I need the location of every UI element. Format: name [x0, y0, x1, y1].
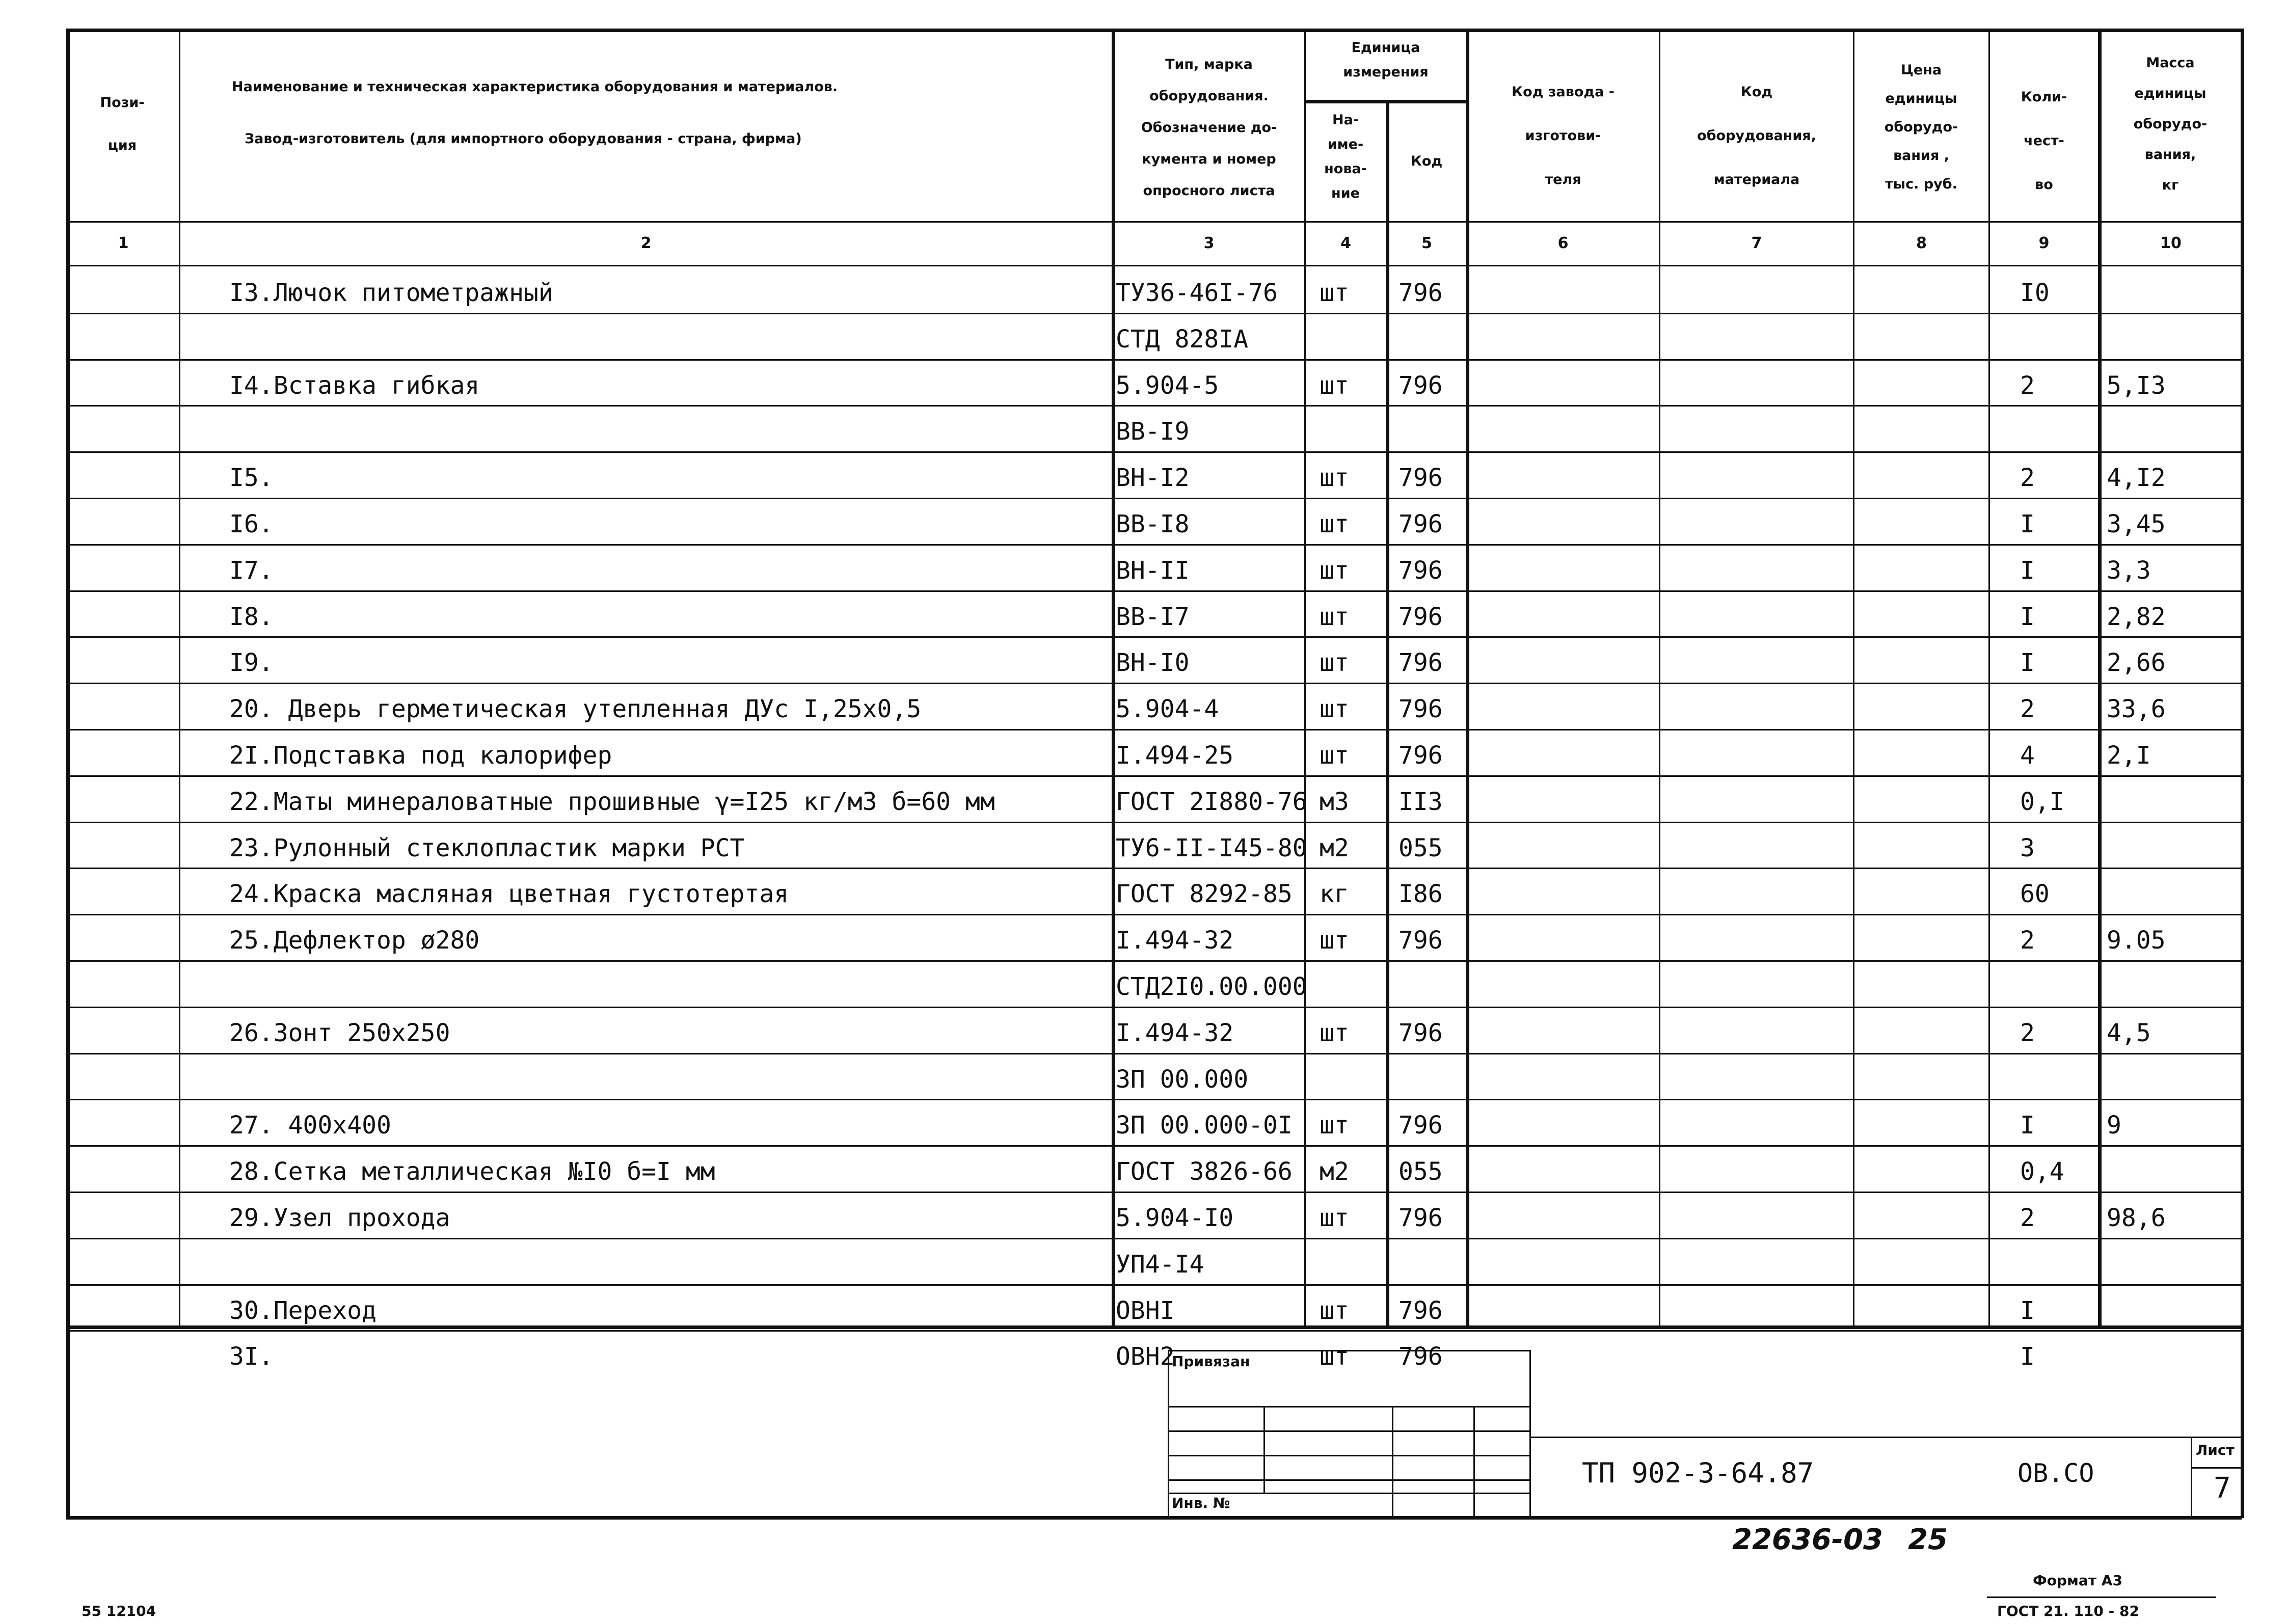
row-unit: м3: [1320, 787, 1349, 816]
stamp-privyazan: Привязан: [1172, 1353, 1250, 1370]
row-unit-code: 796: [1398, 648, 1443, 678]
row-document: 5.904-I0: [1116, 1204, 1234, 1232]
row-quantity: I: [2020, 1111, 2035, 1140]
row-document: СТД2I0.00.000: [1116, 972, 1307, 1001]
row-divider: [66, 405, 2242, 407]
row-document: ГОСТ 3826-66: [1116, 1157, 1293, 1186]
row-document: ВН-I0: [1116, 648, 1190, 678]
row-document: ТУ36-46I-76: [1116, 279, 1278, 307]
row-document: 5.904-4: [1116, 695, 1219, 724]
header-mass: Масса единицы оборудо- вания, кг: [2133, 55, 2208, 193]
row-unit: шт: [1320, 741, 1349, 770]
row-unit: шт: [1320, 510, 1349, 538]
row-unit: кг: [1320, 880, 1349, 909]
row-document: ГОСТ 8292-85: [1116, 880, 1293, 909]
row-divider: [66, 1192, 2242, 1193]
row-unit-code: 796: [1398, 556, 1443, 585]
row-divider: [66, 544, 2242, 546]
row-name: 25.Дефлектор ø280: [229, 926, 480, 955]
row-unit: шт: [1320, 1204, 1349, 1232]
row-unit: шт: [1320, 1342, 1349, 1371]
row-unit-code: 796: [1398, 926, 1443, 955]
row-name: 23.Рулонный стеклопластик марки РСТ: [229, 833, 745, 862]
stamp-inv-no: Инв. №: [1172, 1495, 1230, 1511]
row-document: УП4-I4: [1116, 1250, 1204, 1279]
archive-page: 25: [1908, 1523, 1948, 1556]
row-mass: 98,6: [2107, 1204, 2166, 1232]
row-divider: [66, 313, 2242, 314]
row-divider: [66, 1145, 2242, 1147]
row-divider: [66, 1330, 2242, 1332]
row-unit-code: I86: [1398, 880, 1443, 909]
header-maker-code: Код завода - изготови- теля: [1512, 84, 1615, 187]
row-quantity: 3: [2020, 833, 2035, 862]
row-unit-code: 796: [1398, 602, 1443, 631]
row-quantity: I: [2020, 648, 2035, 678]
row-document: ОВНI: [1116, 1296, 1175, 1325]
row-unit: шт: [1320, 1111, 1349, 1140]
row-quantity: I: [2020, 602, 2035, 631]
row-name: 3I.: [229, 1342, 274, 1371]
row-unit-code: 796: [1398, 1296, 1443, 1325]
row-unit: шт: [1320, 695, 1349, 724]
row-document: ВВ-I9: [1116, 417, 1190, 446]
format-label: Формат А3: [2033, 1572, 2122, 1589]
header-position: Пози- ция: [100, 95, 145, 153]
header-unit-code: Код: [1410, 153, 1443, 169]
column-number-3: 3: [1203, 234, 1215, 252]
row-divider: [66, 822, 2242, 823]
row-unit-code: 796: [1398, 1018, 1443, 1047]
row-divider: [66, 1099, 2242, 1100]
row-document: ВВ-I8: [1116, 510, 1190, 538]
row-mass: 4,5: [2107, 1018, 2151, 1047]
row-unit-code: 796: [1398, 510, 1443, 538]
row-quantity: 2: [2020, 1204, 2035, 1232]
row-name: 30.Переход: [229, 1296, 376, 1325]
row-divider: [66, 960, 2242, 962]
header-equipment-code: Код оборудования, материала: [1697, 84, 1816, 187]
row-name: 28.Сетка металлическая №I0 б=I мм: [229, 1157, 715, 1186]
row-name: 26.Зонт 250x250: [229, 1018, 450, 1047]
row-unit-code: 796: [1398, 741, 1443, 770]
column-number-6: 6: [1557, 234, 1569, 252]
row-mass: 2,66: [2107, 648, 2166, 678]
row-unit: м2: [1320, 833, 1349, 862]
column-number-4: 4: [1340, 234, 1351, 252]
row-name: 20. Дверь герметическая утепленная ДУс I,25x0,5: [229, 695, 922, 724]
row-document: ВН-II: [1116, 556, 1190, 585]
row-document: ГОСТ 2I880-76: [1116, 787, 1307, 816]
row-unit-code: 796: [1398, 279, 1443, 307]
footer-rule: [1987, 1596, 2216, 1598]
header-unit-price: Цена единицы оборудо- вания , тыс. руб.: [1884, 62, 1958, 192]
row-divider: [66, 1284, 2242, 1286]
header-name-line2: Завод-изготовитель (для импортного оборудования - страна, фирма): [245, 131, 802, 147]
row-divider: [66, 359, 2242, 361]
row-quantity: 2: [2020, 464, 2035, 493]
row-unit-code: 055: [1398, 833, 1443, 862]
row-document: ЗП 00.000-0I: [1116, 1111, 1293, 1140]
row-name: I8.: [229, 602, 274, 631]
stamp-sheet-number: 7: [2214, 1472, 2231, 1505]
row-divider: [66, 451, 2242, 453]
row-name: I3.Лючок питометражный: [229, 279, 553, 307]
row-quantity: 2: [2020, 371, 2035, 400]
row-mass: 4,I2: [2107, 464, 2166, 493]
row-divider: [66, 1238, 2242, 1239]
stamp-designation: ТП 902-3-64.87: [1582, 1457, 1814, 1489]
row-mass: 9.05: [2107, 926, 2166, 955]
row-mass: 3,45: [2107, 510, 2166, 538]
row-document: СТД 828IА: [1116, 324, 1249, 354]
row-quantity: 4: [2020, 741, 2035, 770]
row-unit-code: 796: [1398, 1204, 1443, 1232]
row-mass: 5,I3: [2107, 371, 2166, 400]
row-unit: шт: [1320, 1018, 1349, 1047]
column-number-8: 8: [1916, 234, 1927, 252]
row-name: 27. 400x400: [229, 1111, 391, 1140]
row-divider: [66, 1007, 2242, 1008]
row-unit-code: 055: [1398, 1157, 1443, 1186]
gost-standard: ГОСТ 21. 110 - 82: [1997, 1603, 2139, 1619]
row-unit: шт: [1320, 556, 1349, 585]
row-name: I5.: [229, 464, 274, 493]
row-name: 24.Краска масляная цветная густотертая: [229, 880, 789, 909]
row-document: ОВН2: [1116, 1342, 1175, 1371]
row-quantity: 2: [2020, 695, 2035, 724]
row-document: 5.904-5: [1116, 371, 1219, 400]
row-unit-code: 796: [1398, 464, 1443, 493]
row-divider: [66, 1053, 2242, 1054]
row-document: I.494-32: [1116, 1018, 1234, 1047]
header-unit-group: Единица измерения: [1343, 40, 1429, 80]
stamp-section: ОВ.СО: [2017, 1458, 2094, 1488]
row-divider: [66, 868, 2242, 869]
row-quantity: 60: [2020, 880, 2050, 909]
row-document: ВВ-I7: [1116, 602, 1190, 631]
column-number-7: 7: [1751, 234, 1762, 252]
header-quantity: Коли- чест- во: [2021, 89, 2067, 193]
row-quantity: I: [2020, 510, 2035, 538]
column-number-9: 9: [2038, 234, 2050, 252]
row-divider: [66, 914, 2242, 915]
row-quantity: I: [2020, 1296, 2035, 1325]
column-number-10: 10: [2160, 234, 2182, 252]
row-document: ВН-I2: [1116, 464, 1190, 493]
row-divider: [66, 775, 2242, 777]
left-code: 55 12104: [82, 1603, 156, 1619]
row-document: I.494-32: [1116, 926, 1234, 955]
row-unit: шт: [1320, 1296, 1349, 1325]
column-number-2: 2: [640, 234, 652, 252]
row-quantity: I: [2020, 556, 2035, 585]
row-name: 22.Маты минераловатные прошивные γ=I25 кг/м3 б=60 мм: [229, 787, 995, 816]
header-type-doc: Тип, марка оборудования. Обозначение до- кумента и номер опросного листа: [1141, 57, 1277, 199]
row-mass: 9: [2107, 1111, 2121, 1140]
row-name: 2I.Подставка под калорифер: [229, 741, 612, 770]
row-unit: шт: [1320, 926, 1349, 955]
row-name: I7.: [229, 556, 274, 585]
row-unit: шт: [1320, 648, 1349, 678]
row-unit-code: 796: [1398, 1111, 1443, 1140]
row-unit-code: 796: [1398, 1342, 1443, 1371]
header-unit-name: На- име- нова- ние: [1324, 112, 1367, 201]
archive-number: 22636-03: [1732, 1523, 1883, 1556]
column-number-1: 1: [118, 234, 129, 252]
row-unit: шт: [1320, 279, 1349, 307]
row-name: I6.: [229, 510, 274, 538]
row-mass: 3,3: [2107, 556, 2151, 585]
stamp-sheet-label: Лист: [2196, 1442, 2235, 1458]
row-unit: шт: [1320, 464, 1349, 493]
row-divider: [66, 729, 2242, 730]
row-mass: 2,I: [2107, 741, 2151, 770]
row-mass: 33,6: [2107, 695, 2166, 724]
row-unit-code: 796: [1398, 371, 1443, 400]
row-quantity: I: [2020, 1342, 2035, 1371]
row-quantity: 2: [2020, 1018, 2035, 1047]
header-name-line1: Наименование и техническая характеристика оборудования и материалов.: [232, 79, 838, 95]
row-unit: шт: [1320, 602, 1349, 631]
row-unit: м2: [1320, 1157, 1349, 1186]
row-quantity: 2: [2020, 926, 2035, 955]
row-document: I.494-25: [1116, 741, 1234, 770]
row-name: I4.Вставка гибкая: [229, 371, 480, 400]
row-divider: [66, 683, 2242, 684]
row-quantity: 0,4: [2020, 1157, 2064, 1186]
row-document: ЗП 00.000: [1116, 1065, 1249, 1094]
row-name: I9.: [229, 648, 274, 678]
row-divider: [66, 590, 2242, 592]
row-mass: 2,82: [2107, 602, 2166, 631]
row-unit-code: 796: [1398, 695, 1443, 724]
column-number-5: 5: [1421, 234, 1432, 252]
row-unit: шт: [1320, 371, 1349, 400]
row-document: ТУ6-II-I45-80: [1116, 833, 1307, 862]
row-unit-code: II3: [1398, 787, 1443, 816]
row-quantity: I0: [2020, 279, 2050, 307]
row-quantity: 0,I: [2020, 787, 2064, 816]
row-divider: [66, 498, 2242, 499]
row-divider: [66, 636, 2242, 638]
row-name: 29.Узел прохода: [229, 1204, 450, 1232]
